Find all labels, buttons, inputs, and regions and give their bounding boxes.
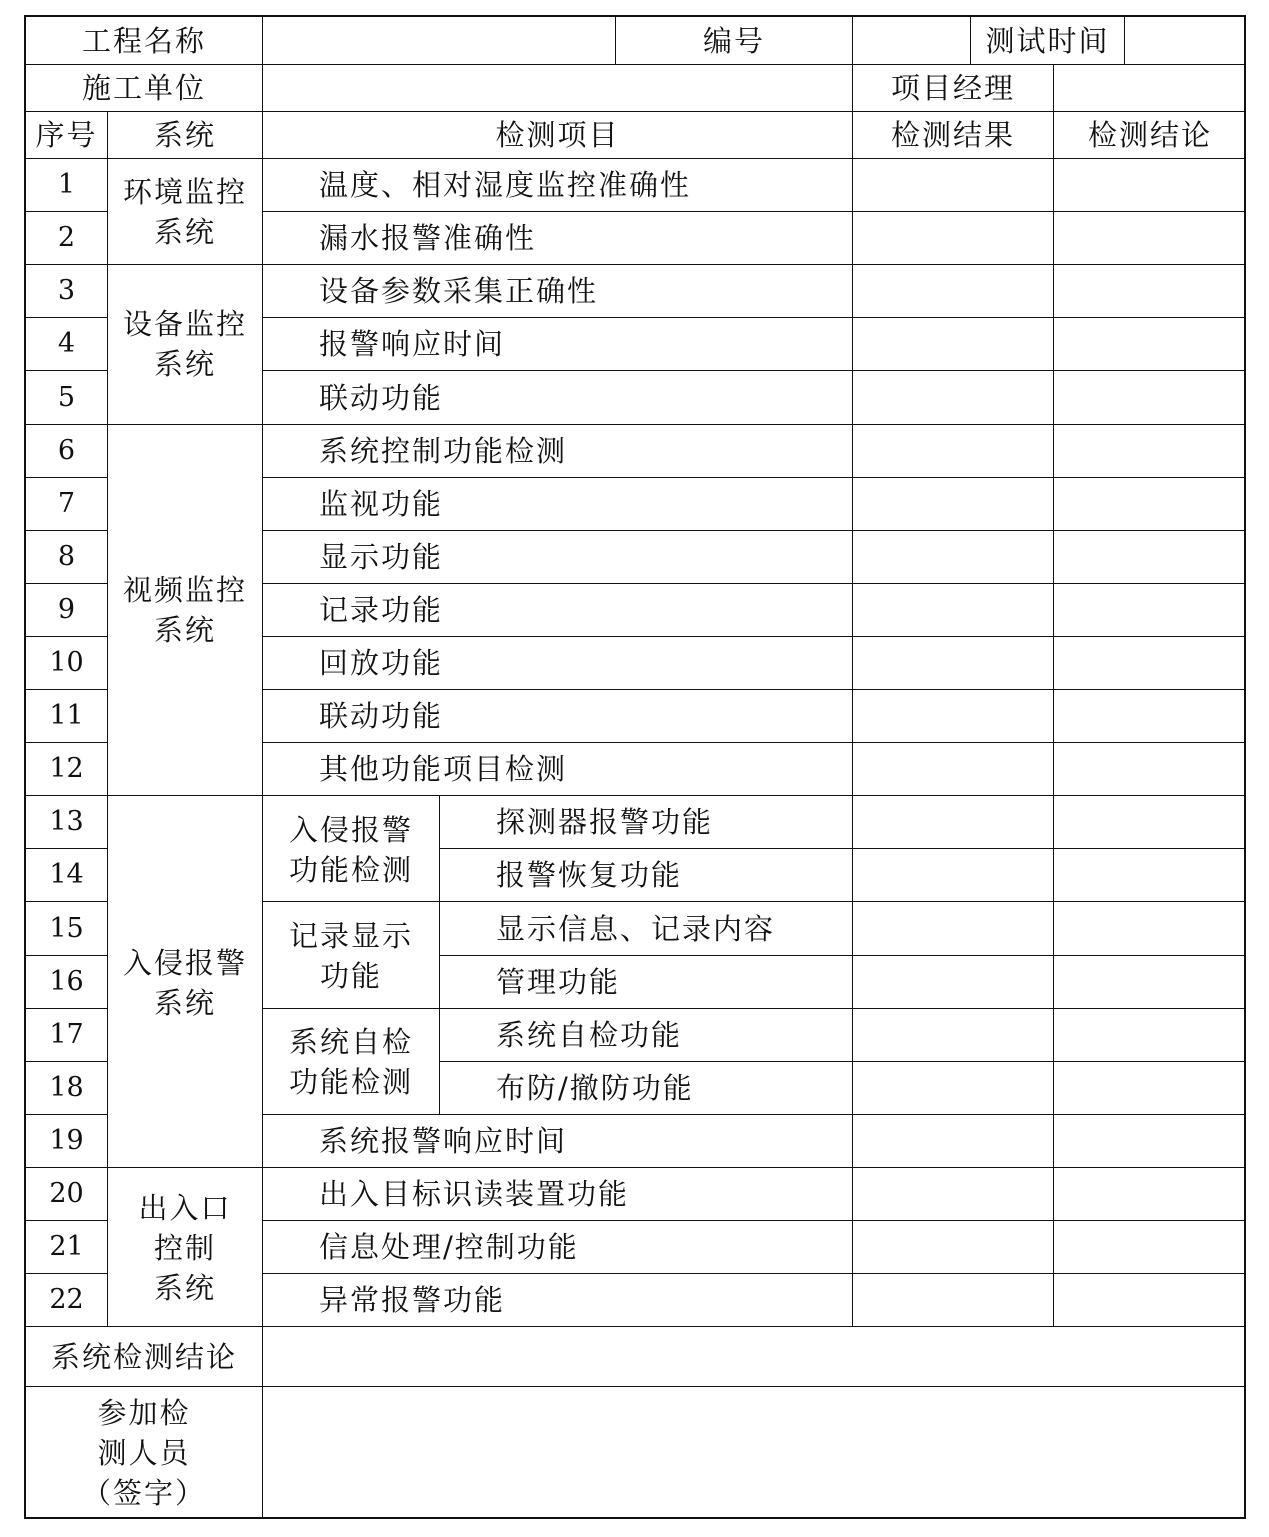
conclusion-cell[interactable]	[1054, 478, 1246, 530]
inspection-item: 漏水报警准确性	[319, 221, 537, 255]
result-cell[interactable]	[853, 1009, 1053, 1061]
inspectors-signature-label: 参加检 测人员 （签字）	[81, 1396, 206, 1510]
inspection-item: 显示功能	[319, 540, 444, 574]
inspectors-signature-value[interactable]	[263, 1387, 1246, 1519]
conclusion-cell[interactable]	[1054, 318, 1246, 370]
result-cell[interactable]	[853, 371, 1053, 424]
system-conclusion-label: 系统检测结论	[50, 1340, 237, 1374]
conclusion-cell[interactable]	[1054, 796, 1246, 848]
conclusion-cell[interactable]	[1054, 637, 1246, 689]
inspection-item: 系统控制功能检测	[319, 434, 568, 468]
row-number: 13	[49, 806, 84, 837]
row-number: 7	[57, 488, 76, 519]
inspection-item: 报警恢复功能	[496, 858, 683, 892]
conclusion-cell[interactable]	[1054, 849, 1246, 901]
row-number: 15	[49, 912, 84, 944]
system-video: 视频监控 系统	[122, 573, 247, 647]
row-number: 22	[49, 1284, 84, 1315]
inspection-item: 设备参数采集正确性	[319, 274, 599, 308]
row-number: 10	[49, 647, 84, 678]
project-name-label: 工程名称	[81, 23, 206, 58]
row-number: 3	[57, 275, 76, 306]
row-number: 11	[49, 700, 84, 731]
result-cell[interactable]	[853, 637, 1053, 689]
inspection-item: 联动功能	[319, 380, 444, 415]
column-header-seq: 序号	[35, 118, 98, 152]
inspection-item: 管理功能	[496, 965, 621, 999]
inspection-item: 信息处理/控制功能	[319, 1230, 579, 1264]
conclusion-cell[interactable]	[1054, 1274, 1246, 1326]
row-number: 16	[49, 966, 84, 997]
inspection-item: 回放功能	[319, 646, 444, 680]
result-cell[interactable]	[853, 1274, 1053, 1326]
inspection-item: 出入目标识读装置功能	[319, 1177, 630, 1211]
subgroup-self-test: 系统自检 功能检测	[288, 1024, 413, 1099]
row-number: 19	[49, 1125, 84, 1156]
conclusion-cell[interactable]	[1054, 371, 1246, 424]
conclusion-cell[interactable]	[1054, 425, 1246, 477]
row-number: 21	[49, 1231, 84, 1262]
row-number: 1	[57, 169, 76, 200]
row-number: 9	[57, 594, 76, 625]
row-number: 12	[49, 753, 84, 784]
code-label: 编号	[702, 23, 765, 58]
row-number: 18	[49, 1072, 84, 1103]
inspection-item: 报警响应时间	[319, 327, 506, 361]
result-cell[interactable]	[853, 265, 1053, 317]
conclusion-cell[interactable]	[1054, 1062, 1246, 1114]
inspection-item: 异常报警功能	[319, 1283, 506, 1317]
inspection-item: 系统报警响应时间	[319, 1124, 568, 1158]
result-cell[interactable]	[853, 849, 1053, 901]
result-cell[interactable]	[853, 956, 1053, 1008]
project-name-value[interactable]	[263, 17, 615, 64]
column-header-item: 检测项目	[495, 118, 620, 152]
result-cell[interactable]	[853, 425, 1053, 477]
inspection-item: 监视功能	[319, 487, 444, 521]
system-access-control: 出入口 控制 系统	[138, 1191, 232, 1305]
project-manager-label: 项目经理	[890, 71, 1015, 105]
test-time-value[interactable]	[1125, 17, 1246, 64]
column-header-result: 检测结果	[890, 118, 1015, 152]
row-number: 17	[49, 1019, 84, 1050]
result-cell[interactable]	[853, 1115, 1053, 1167]
system-equipment: 设备监控 系统	[122, 307, 247, 381]
inspection-item: 记录功能	[319, 593, 444, 627]
inspection-item: 联动功能	[319, 699, 444, 733]
row-number: 20	[49, 1178, 84, 1209]
test-time-label: 测试时间	[985, 23, 1110, 58]
result-cell[interactable]	[853, 159, 1053, 211]
system-environment: 环境监控 系统	[122, 174, 247, 249]
row-number: 6	[57, 435, 76, 466]
inspection-item: 温度、相对湿度监控准确性	[319, 168, 692, 202]
conclusion-cell[interactable]	[1054, 531, 1246, 583]
conclusion-cell[interactable]	[1054, 1009, 1246, 1061]
subgroup-record-display: 记录显示 功能	[288, 918, 413, 993]
system-intrusion: 入侵报警 系统	[122, 945, 247, 1020]
conclusion-cell[interactable]	[1054, 902, 1246, 955]
result-cell[interactable]	[853, 212, 1053, 264]
inspection-item: 其他功能项目检测	[319, 752, 568, 786]
result-cell[interactable]	[853, 743, 1053, 795]
inspection-item: 探测器报警功能	[496, 805, 714, 839]
conclusion-cell[interactable]	[1054, 1221, 1246, 1273]
conclusion-cell[interactable]	[1054, 1168, 1246, 1220]
row-number: 14	[49, 859, 84, 890]
result-cell[interactable]	[853, 902, 1053, 955]
contractor-label: 施工单位	[81, 71, 206, 105]
column-header-system: 系统	[153, 118, 216, 152]
conclusion-cell[interactable]	[1054, 743, 1246, 795]
contractor-value[interactable]	[263, 65, 852, 111]
conclusion-cell[interactable]	[1054, 212, 1246, 264]
result-cell[interactable]	[853, 531, 1053, 583]
inspection-form	[24, 15, 1246, 1519]
row-number: 8	[57, 541, 76, 572]
conclusion-cell[interactable]	[1054, 956, 1246, 1008]
result-cell[interactable]	[853, 1168, 1053, 1220]
subgroup-intrusion-alarm: 入侵报警 功能检测	[288, 812, 413, 887]
row-number: 4	[57, 328, 76, 359]
result-cell[interactable]	[853, 584, 1053, 636]
system-conclusion-value[interactable]	[263, 1328, 1246, 1386]
result-cell[interactable]	[853, 1062, 1053, 1114]
result-cell[interactable]	[853, 690, 1053, 742]
inspection-item: 系统自检功能	[496, 1018, 683, 1052]
result-cell[interactable]	[853, 318, 1053, 370]
result-cell[interactable]	[853, 796, 1053, 848]
conclusion-cell[interactable]	[1054, 159, 1246, 211]
column-header-conclusion: 检测结论	[1087, 118, 1212, 152]
row-number: 2	[57, 222, 76, 253]
code-value[interactable]	[853, 17, 970, 64]
inspection-item: 显示信息、记录内容	[496, 911, 776, 946]
conclusion-cell[interactable]	[1054, 690, 1246, 742]
result-cell[interactable]	[853, 1221, 1053, 1273]
conclusion-cell[interactable]	[1054, 584, 1246, 636]
inspection-item: 布防/撤防功能	[496, 1071, 694, 1105]
row-number: 5	[57, 381, 76, 413]
result-cell[interactable]	[853, 478, 1053, 530]
conclusion-cell[interactable]	[1054, 1115, 1246, 1167]
project-manager-value[interactable]	[1054, 65, 1246, 111]
conclusion-cell[interactable]	[1054, 265, 1246, 317]
